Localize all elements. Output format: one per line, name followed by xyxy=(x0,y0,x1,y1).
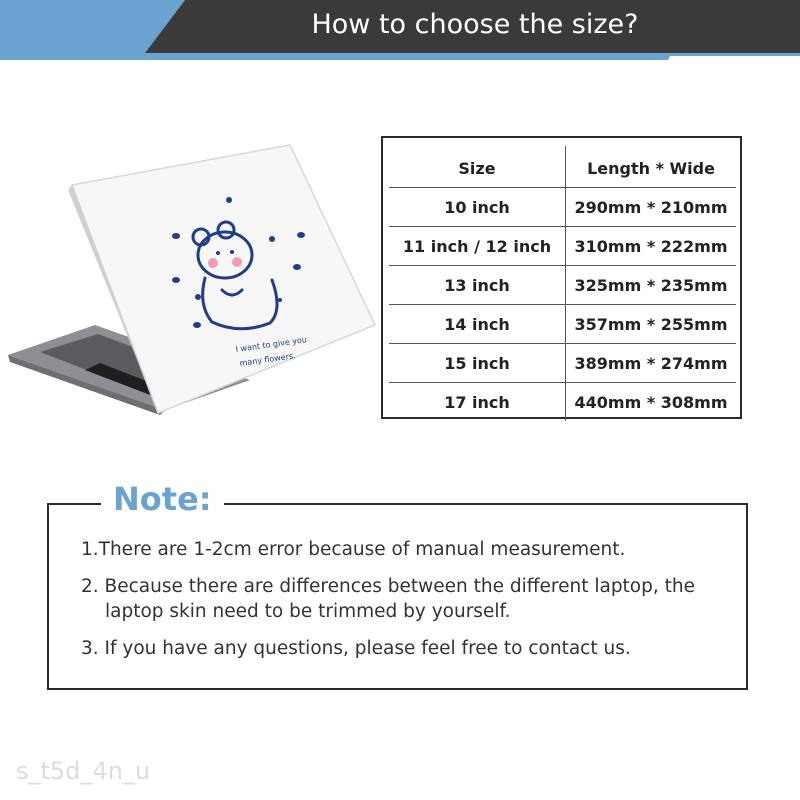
skin-text-line1: I want to give you xyxy=(235,335,308,354)
size-cell: 15 inch xyxy=(389,344,566,383)
table-row xyxy=(389,188,736,227)
note-number: 1. xyxy=(81,539,99,560)
size-table xyxy=(389,146,736,421)
table-row xyxy=(389,383,736,422)
dimension-cell: 389mm * 274mm xyxy=(566,344,737,383)
size-cell: 14 inch xyxy=(389,305,566,344)
note-text: Because there are differences between the different laptop, the xyxy=(104,576,695,597)
dimension-cell: 357mm * 255mm xyxy=(566,305,737,344)
note-number: 2. xyxy=(81,576,105,597)
table-row xyxy=(389,266,736,305)
dimension-cell: 290mm * 210mm xyxy=(566,188,737,227)
column-header-size: Size xyxy=(389,146,566,188)
size-cell: 13 inch xyxy=(389,266,566,305)
page-title: How to choose the size? xyxy=(311,9,639,40)
table-row xyxy=(389,344,736,383)
table-row xyxy=(389,305,736,344)
note-text-continuation: laptop skin need to be trimmed by yourself. xyxy=(105,601,511,622)
size-table-box xyxy=(381,136,742,419)
note-item-3 xyxy=(81,636,731,661)
dimension-cell: 325mm * 235mm xyxy=(566,266,737,305)
size-cell: 17 inch xyxy=(389,383,566,422)
note-list xyxy=(81,537,731,673)
size-cell: 10 inch xyxy=(389,188,566,227)
table-header-row xyxy=(389,146,736,188)
dimension-cell: 440mm * 308mm xyxy=(574,392,728,412)
dimension-cell: 310mm * 222mm xyxy=(566,227,737,266)
watermark: s_t5d_4n_u xyxy=(16,757,151,785)
skin-text-line2: many flowers. xyxy=(239,351,297,368)
note-item-1 xyxy=(81,537,731,562)
note-number: 3. xyxy=(81,638,105,659)
note-item-2 xyxy=(81,574,731,624)
size-cell: 11 inch / 12 inch xyxy=(389,227,566,266)
column-header-dimensions: Length * Wide xyxy=(566,146,737,188)
note-title: Note: xyxy=(101,476,224,522)
note-text: There are 1-2cm error because of manual measurement. xyxy=(98,539,626,560)
table-row xyxy=(389,227,736,266)
header-banner xyxy=(0,0,800,60)
laptop-image xyxy=(0,130,380,420)
note-text: If you have any questions, please feel free to contact us. xyxy=(104,638,631,659)
